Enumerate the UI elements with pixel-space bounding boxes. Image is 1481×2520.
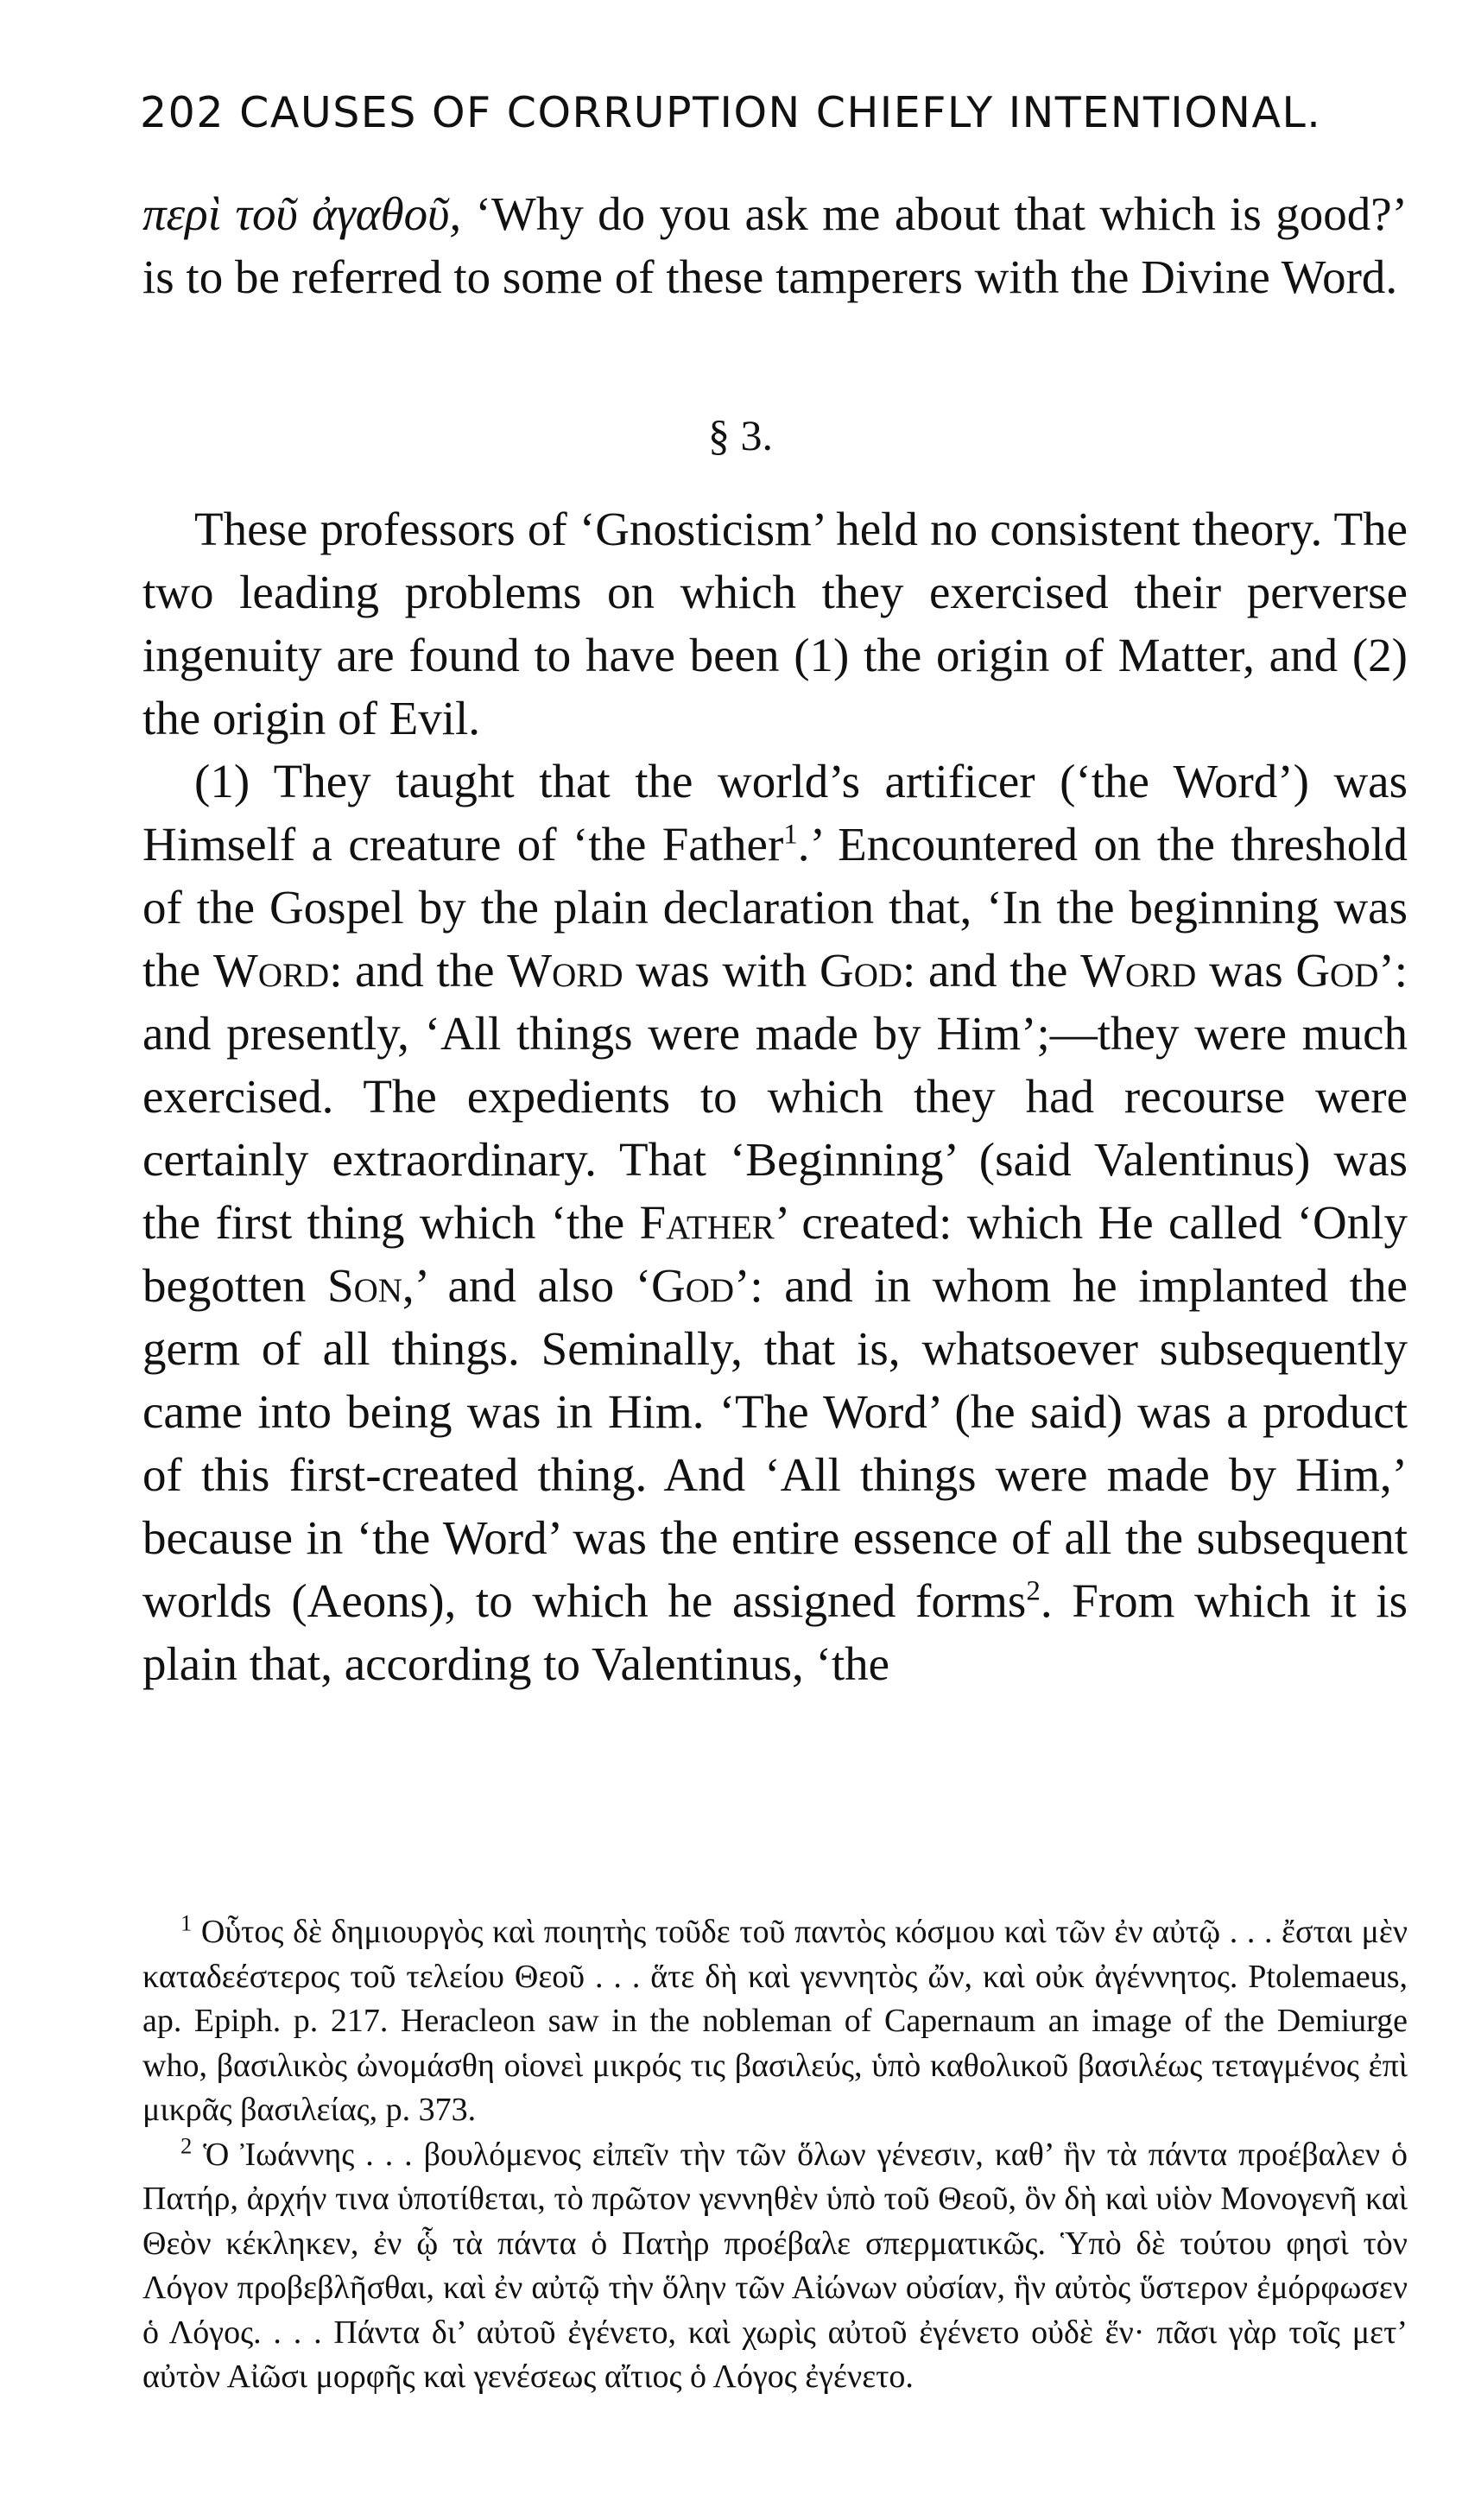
paragraph-valentinus: (1) They taught that the world’s artificer (‘the Word’) was Himself a creature of ‘the Father$^1$.’ Encountered on the threshold of the Gospel by the plain declaration that, ‘In the beginning was the Word: and the Word was with God: and the Word was God’: and presently, ‘All things were made by Him’;—they were much exercised. The expedients to which they had recourse were certainly extraordinary. That ‘Beginning’ (said Valentinus) was the first thing which ‘the Father’ created: which He called ‘Only begotten Son,’ and also ‘God’: and in whom he implanted the germ of all things. Seminally, that is, whatsoever subsequently came into being was in Him. ‘The Word’ (he said) was a product of this first-created thing. And ‘All things were made by Him,’ because in ‘the Word’ was the entire essence of all the subsequent worlds (Aeons), to which he assigned forms$^2$. From which it is plain that, according to Valentinus, ‘the bbox=[142, 755, 1408, 1690]
main-text bbox=[142, 497, 1408, 1695]
footnote-text: Ὁ Ἰωάννης . . . βουλόμενος εἰπεῖν τὴν τῶν ὅλων γένεσιν, καθ’ ἣν τὰ πάντα προέβαλεν ὁ Πατήρ, ἀρχήν τινα ὑποτίθεται, τὸ πρῶτον γεννηθὲν ὑπὸ τοῦ Θεοῦ, ὃν δὴ καὶ υἱὸν Μονογενῆ καὶ Θεὸν κέκληκεν, ἐν ᾧ τὰ πάντα ὁ Πατὴρ προέβαλε σπερματικῶς. Ὑπὸ δὲ τούτου φησὶ τὸν Λόγον προβεβλῆσθαι, καὶ ἐν αὐτῷ τὴν ὅλην τῶν Αἰώνων οὐσίαν, ἣν αὐτὸς ὕστερον ἐμόρφωσεν ὁ Λόγος. . . . Πάντα δι’ αὐτοῦ ἐγένετο, καὶ χωρὶς αὐτοῦ ἐγένετο οὐδὲ ἕν· πᾶσι γὰρ τοῖς μετ’ αὐτὸν Αἰῶσι μορφῆς καὶ γενέσεως αἴτιος ὁ Λόγος ἐγένετο. bbox=[142, 2136, 1408, 2395]
top-paragraph bbox=[142, 182, 1408, 308]
footnote-marker: 1 bbox=[180, 1909, 193, 1936]
footnote-2 bbox=[142, 2133, 1408, 2400]
greek-phrase: περὶ τοῦ ἀγαθοῦ, bbox=[142, 187, 462, 240]
footnote-ref-2[interactable]: 2 bbox=[1026, 1575, 1041, 1607]
top-paragraph-text: ‘Why do you ask me about that which is good?’ is to be referred to some of these tamperers with the Divine Word. bbox=[142, 187, 1408, 303]
page-number: 202 bbox=[140, 88, 225, 137]
running-title: CAUSES OF CORRUPTION CHIEFLY INTENTIONAL. bbox=[239, 88, 1322, 137]
footnotes bbox=[142, 1910, 1408, 2400]
footnote-marker: 2 bbox=[180, 2131, 193, 2158]
running-header bbox=[140, 88, 1409, 137]
footnote-1 bbox=[142, 1910, 1408, 2133]
paragraph-gnosticism: These professors of ‘Gnosticism’ held no consistent theory. The two leading problems on which they exercised their perverse ingenuity are found to have been (1) the origin of Matter, and (2) the origin of Evil. bbox=[142, 503, 1408, 744]
footnote-text: Οὗτος δὲ δημιουργὸς καὶ ποιητὴς τοῦδε τοῦ παντὸς κόσμου καὶ τῶν ἐν αὐτῷ . . . ἔσται μὲν καταδεέστερος τοῦ τελείου Θεοῦ . . . ἅτε δὴ καὶ γεννητὸς ὤν, καὶ οὐκ ἀγέννητος. Ptolemaeus, ap. Epiph. p. 217. Heracleon saw in the nobleman of Capernaum an image of the Demiurge who, βασιλικὸς ὠνομάσθη οἱονεὶ μικρός τις βασιλεύς, ὑπὸ καθολικοῦ βασιλέως τεταγμένος ἐπὶ μικρᾶς βασιλείας, p. 373. bbox=[142, 1914, 1408, 2128]
section-heading: § 3. bbox=[708, 411, 773, 459]
footnote-ref-1[interactable]: 1 bbox=[783, 819, 798, 851]
